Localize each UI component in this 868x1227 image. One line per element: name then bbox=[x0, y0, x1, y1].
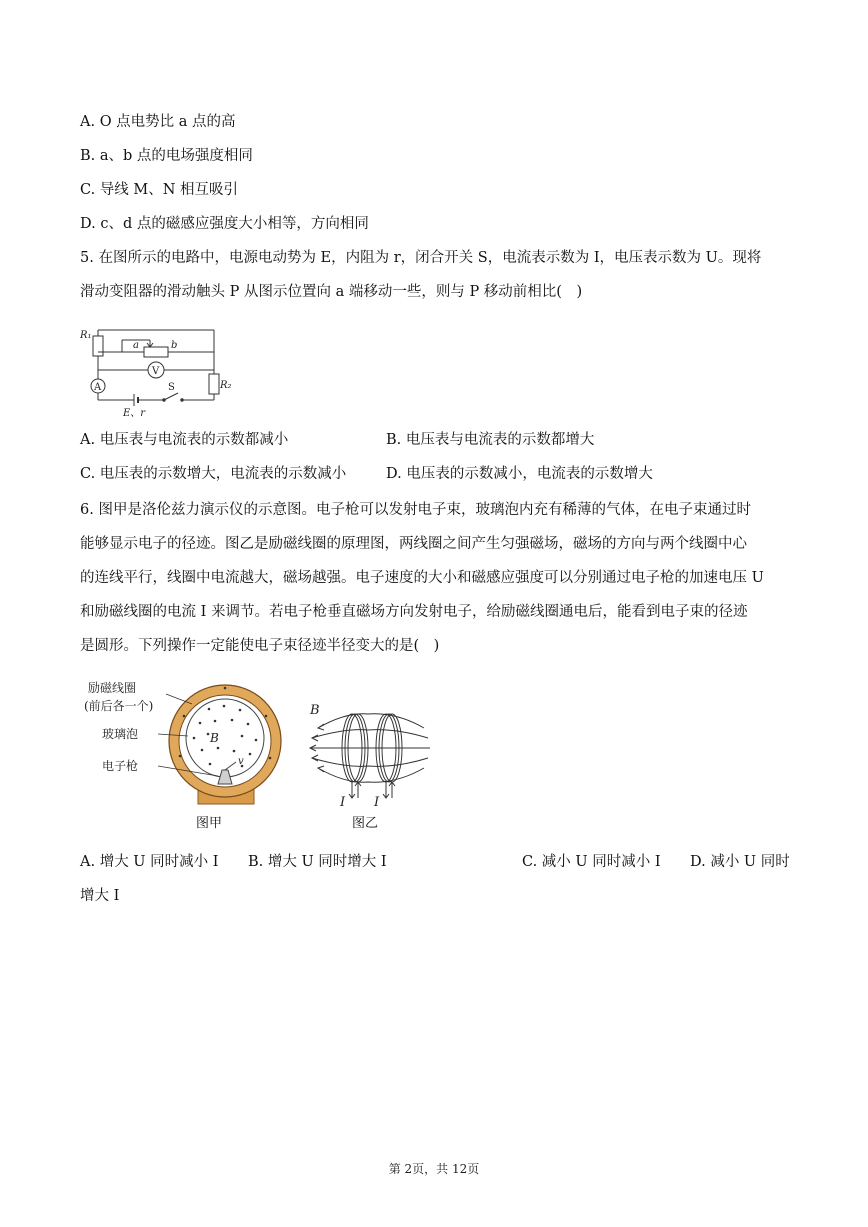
label-velocity: v bbox=[238, 756, 244, 767]
label-r1: R₁ bbox=[80, 330, 92, 341]
q6-stem-line-2: 能够显示电子的径迹。图乙是励磁线圈的原理图，两线圈之间产生匀强磁场，磁场的方向与两个线圈中心 bbox=[80, 536, 747, 552]
label-i-right: I bbox=[374, 795, 380, 810]
q6-stem-line-3: 的连线平行，线圈中电流越大，磁场越强。电子速度的大小和磁感应强度可以分别通过电子枪的加速电压 U bbox=[80, 570, 764, 586]
label-r2: R₂ bbox=[220, 380, 232, 391]
label-i-left: I bbox=[340, 795, 346, 810]
q6-option-d-continued: 增大 I bbox=[80, 888, 120, 904]
ammeter-label: A bbox=[94, 382, 102, 393]
label-gun: 电子枪 bbox=[102, 759, 139, 773]
q4-option-c: C. 导线 M、N 相互吸引 bbox=[80, 182, 239, 198]
caption-fig-jia: 图甲 bbox=[196, 816, 223, 831]
caption-fig-yi: 图乙 bbox=[352, 816, 379, 831]
q5-option-b: B. 电压表与电流表的示数都增大 bbox=[386, 432, 595, 448]
label-coil: 励磁线圈 bbox=[88, 681, 137, 695]
page-footer: 第 2页，共 12页 bbox=[388, 1162, 480, 1176]
q6-stem-line-1: 6. 图甲是洛伦兹力演示仪的示意图。电子枪可以发射电子束，玻璃泡内充有稀薄的气体，在电子束通过时 bbox=[80, 502, 751, 518]
q4-option-a: A. O 点电势比 a 点的高 bbox=[80, 114, 236, 130]
q6-option-a: A. 增大 U 同时减小 I bbox=[80, 854, 219, 870]
q4-option-d: D. c、d 点的磁感应强度大小相等，方向相同 bbox=[80, 216, 369, 232]
label-source: E、r bbox=[123, 408, 146, 419]
q5-stem-line-1: 5. 在图所示的电路中，电源电动势为 E，内阻为 r，闭合开关 S，电流表示数为 I，电压表示数为 U。现将 bbox=[80, 250, 762, 266]
q6-stem-line-5: 是圆形。下列操作一定能使电子束径迹半径变大的是( ) bbox=[80, 638, 440, 654]
q4-option-b: B. a、b 点的电场强度相同 bbox=[80, 148, 253, 164]
q6-option-d: D. 减小 U 同时 bbox=[690, 854, 790, 870]
q6-option-c: C. 减小 U 同时减小 I bbox=[522, 854, 661, 870]
label-b: B bbox=[310, 703, 320, 718]
q5-stem-line-2: 滑动变阻器的滑动触头 P 从图示位置向 a 端移动一些，则与 P 移动前相比( ) bbox=[80, 284, 583, 300]
voltmeter-label: V bbox=[152, 366, 160, 377]
label-bulb: 玻璃泡 bbox=[102, 727, 139, 741]
q6-option-b: B. 增大 U 同时增大 I bbox=[248, 854, 387, 870]
label-b: b bbox=[171, 340, 178, 351]
q5-option-a: A. 电压表与电流表的示数都减小 bbox=[80, 432, 289, 448]
q6-stem-line-4: 和励磁线圈的电流 I 来调节。若电子枪垂直磁场方向发射电子，给励磁线圈通电后，能看到电子束的径迹 bbox=[80, 604, 748, 620]
q5-option-c: C. 电压表的示数增大，电流表的示数减小 bbox=[80, 466, 347, 482]
switch-label: S bbox=[168, 382, 175, 393]
label-coil-note: (前后各一个) bbox=[84, 699, 154, 713]
label-b-field: B bbox=[210, 731, 219, 745]
q5-circuit-diagram bbox=[78, 322, 232, 422]
fig-jia-lorentz-apparatus bbox=[84, 676, 304, 836]
fig-yi-helmholtz-coils bbox=[306, 698, 436, 808]
label-a: a bbox=[133, 340, 139, 351]
q5-option-d: D. 电压表的示数减小，电流表的示数增大 bbox=[386, 466, 653, 482]
